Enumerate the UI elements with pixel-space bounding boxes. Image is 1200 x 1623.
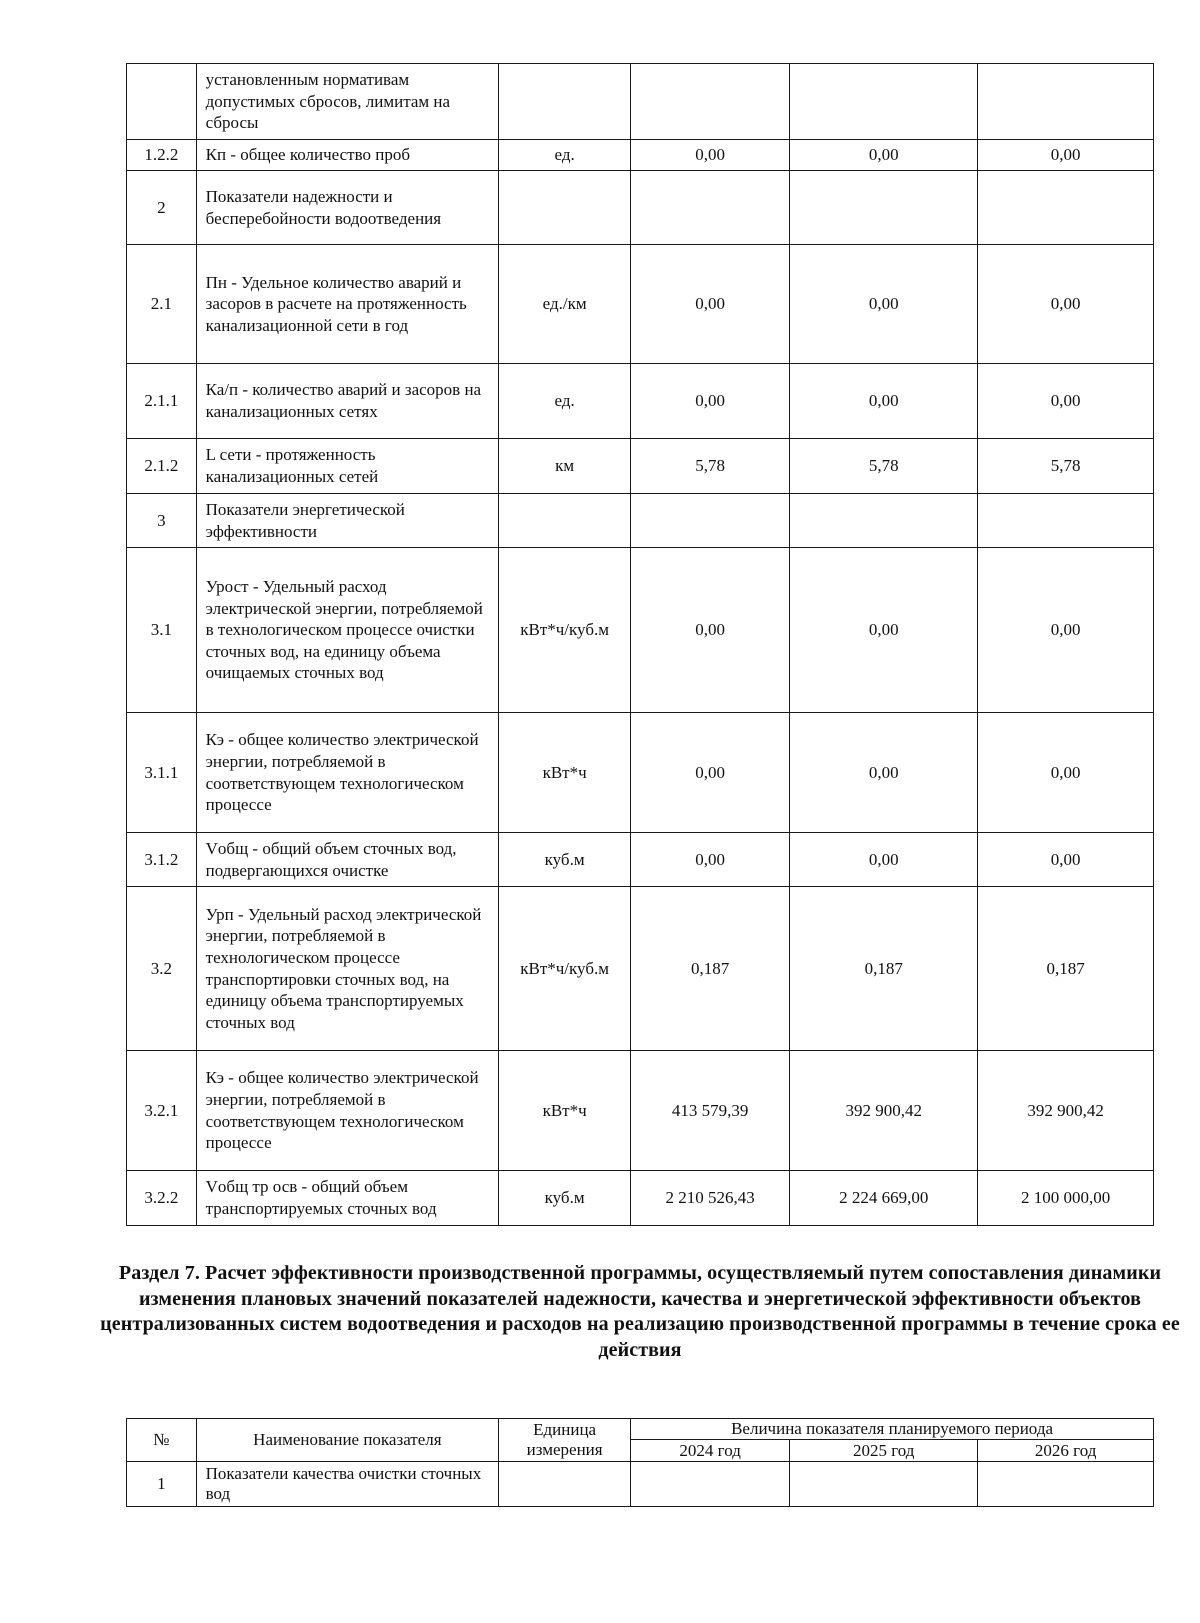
header-year-2025: 2025 год [790,1440,978,1462]
value-2025: 0,00 [790,548,978,713]
unit-cell: ед. [499,140,631,171]
value-2025: 0,00 [790,245,978,364]
value-2024: 0,00 [631,713,790,833]
value-2025: 0,00 [790,140,978,171]
table-row [127,171,1154,245]
value-2024: 0,00 [631,245,790,364]
value-2024 [631,494,790,548]
header-year-2026: 2026 год [978,1440,1154,1462]
table-row [127,1051,1154,1171]
value-2026: 392 900,42 [978,1051,1154,1171]
row-number: 3.1.1 [127,713,197,833]
table-row [127,64,1154,140]
value-2025 [790,64,978,140]
value-2024: 2 210 526,43 [631,1171,790,1226]
header-unit: Единица измерения [499,1419,631,1462]
value-2026: 0,00 [978,245,1154,364]
value-2025: 5,78 [790,439,978,494]
table-row [127,494,1154,548]
unit-cell: куб.м [499,833,631,887]
section-7-table [126,1418,1154,1507]
unit-cell: кВт*ч/куб.м [499,887,631,1051]
indicator-name: Кэ - общее количество электрической энергии, потребляемой в соответствующем технологическом процессе [196,713,498,833]
row-number [127,64,197,140]
value-2025: 2 224 669,00 [790,1171,978,1226]
indicator-name: установленным нормативам допустимых сбросов, лимитам на сбросы [196,64,498,140]
indicator-name: Кэ - общее количество электрической энергии, потребляемой в соответствующем технологическом процессе [196,1051,498,1171]
row-number: 3 [127,494,197,548]
section-title: Раздел 7. Расчет эффективности производственной программы, осуществляемый путем сопоставления динамики изменения плановых значений показателей надежности, качества и энергетической эффективности объектов централизованных систем водоотведения и расходов на реализацию производственной программы в течение срока ее действия [100,1262,1180,1361]
unit-cell: кВт*ч/куб.м [499,548,631,713]
indicator-name: Урп - Удельный расход электрической энергии, потребляемой в технологическом процессе транспортировки сточных вод, на единицу объема транспортируемых сточных вод [196,887,498,1051]
value-2026: 0,00 [978,364,1154,439]
value-2024: 0,00 [631,364,790,439]
row-number: 2.1.2 [127,439,197,494]
header-planned-period: Величина показателя планируемого периода [631,1419,1154,1440]
header-indicator-name: Наименование показателя [196,1419,498,1462]
row-number: 2.1 [127,245,197,364]
value-2025: 0,187 [790,887,978,1051]
value-2024: 0,00 [631,548,790,713]
unit-cell: кВт*ч [499,1051,631,1171]
value-2026 [978,494,1154,548]
table-row [127,245,1154,364]
indicator-name: Урост - Удельный расход электрической энергии, потребляемой в технологическом процессе очистки сточных вод, на единицу объема очищаемых сточных вод [196,548,498,713]
value-2024: 0,00 [631,140,790,171]
table-row [127,1171,1154,1226]
table-row [127,887,1154,1051]
value-2026: 5,78 [978,439,1154,494]
unit-cell: кВт*ч [499,713,631,833]
row-number: 2 [127,171,197,245]
indicator-name: Показатели качества очистки сточных вод [196,1462,498,1507]
value-2024 [631,64,790,140]
indicator-name: Ка/п - количество аварий и засоров на канализационных сетях [196,364,498,439]
table-row [127,833,1154,887]
value-2026: 0,187 [978,887,1154,1051]
value-2024: 0,187 [631,887,790,1051]
unit-cell [499,171,631,245]
value-2026: 0,00 [978,833,1154,887]
row-number: 3.2.1 [127,1051,197,1171]
row-number: 3.1.2 [127,833,197,887]
value-2025: 0,00 [790,833,978,887]
table-row [127,548,1154,713]
value-2026: 0,00 [978,713,1154,833]
indicator-name: Показатели надежности и бесперебойности водоотведения [196,171,498,245]
row-number: 3.2 [127,887,197,1051]
unit-cell: км [499,439,631,494]
value-2026 [978,171,1154,245]
header-number: № [127,1419,197,1462]
value-2025 [790,1462,978,1507]
value-2025 [790,171,978,245]
indicator-name: L сети - протяженность канализационных сетей [196,439,498,494]
row-number: 1.2.2 [127,140,197,171]
row-number: 1 [127,1462,197,1507]
header-row [127,1419,1154,1440]
value-2024 [631,171,790,245]
value-2026: 0,00 [978,548,1154,713]
indicator-name: Vобщ - общий объем сточных вод, подвергающихся очистке [196,833,498,887]
value-2024: 413 579,39 [631,1051,790,1171]
unit-cell: куб.м [499,1171,631,1226]
indicator-name: Vобщ тр осв - общий объем транспортируемых сточных вод [196,1171,498,1226]
indicator-name: Кп - общее количество проб [196,140,498,171]
value-2025: 0,00 [790,364,978,439]
indicator-name: Пн - Удельное количество аварий и засоров в расчете на протяженность канализационной сети в год [196,245,498,364]
value-2025: 392 900,42 [790,1051,978,1171]
table-row [127,140,1154,171]
row-number: 2.1.1 [127,364,197,439]
value-2026: 0,00 [978,140,1154,171]
value-2024: 0,00 [631,833,790,887]
indicators-table [126,63,1154,1226]
unit-cell [499,1462,631,1507]
unit-cell: ед. [499,364,631,439]
table-row [127,1462,1154,1507]
header-year-2024: 2024 год [631,1440,790,1462]
unit-cell: ед./км [499,245,631,364]
value-2024 [631,1462,790,1507]
unit-cell [499,64,631,140]
value-2026 [978,64,1154,140]
row-number: 3.1 [127,548,197,713]
indicator-name: Показатели энергетической эффективности [196,494,498,548]
table-row [127,439,1154,494]
value-2025 [790,494,978,548]
value-2025: 0,00 [790,713,978,833]
unit-cell [499,494,631,548]
value-2026: 2 100 000,00 [978,1171,1154,1226]
table-row [127,364,1154,439]
value-2024: 5,78 [631,439,790,494]
table-row [127,713,1154,833]
value-2026 [978,1462,1154,1507]
row-number: 3.2.2 [127,1171,197,1226]
